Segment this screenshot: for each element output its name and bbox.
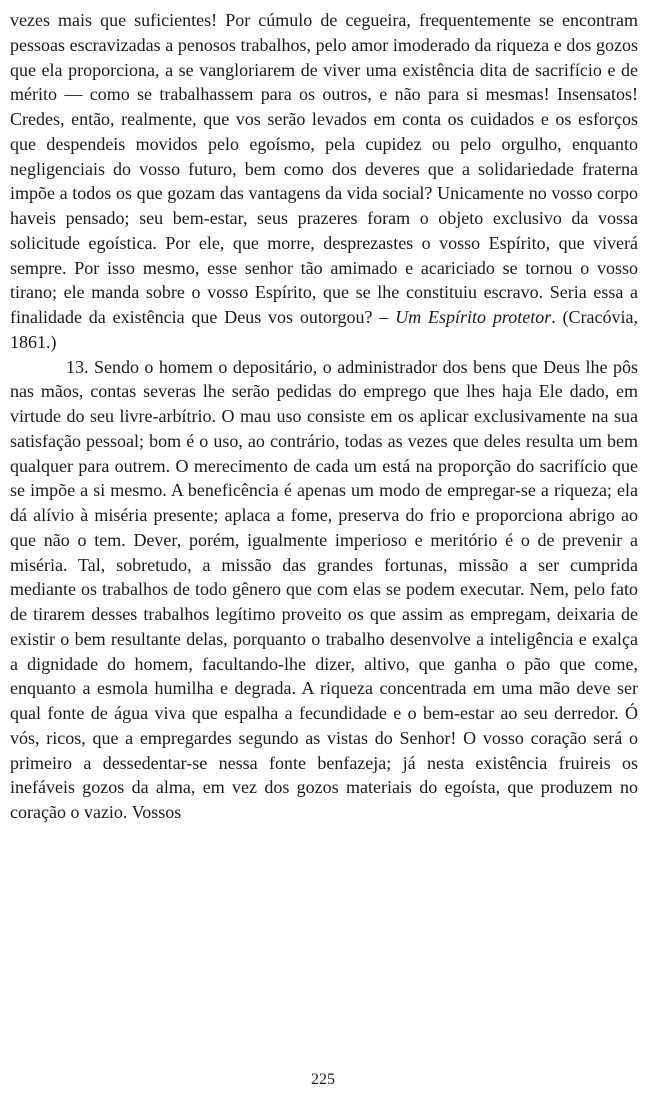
- paragraph-continuation: [10, 8, 638, 355]
- signature: Um Espírito protetor: [395, 307, 552, 327]
- paragraph-text: vezes mais que suficientes! Por cúmulo de cegueira, frequentemente se encontram pessoas escravizadas a penosos trabalhos, pelo amor imoderado da riqueza e dos gozos que ela proporciona, a se vangloriarem de viver uma existência dita de sacrifício e de mérito — como se trabalhassem para os outros, e não para si mesmas! Insensatos! Credes, então, realmente, que vos serão levados em conta os cuidados e os esforços que despendeis movidos pelo egoísmo, pela cupidez ou pelo orgulho, enquanto negligenciais do vosso futuro, bem como dos deveres que a solidariedade fraterna impõe a todos os que gozam das vantagens da vida social? Unicamente no vosso corpo haveis pensado; seu bem-estar, seus prazeres foram o objeto exclusivo da vossa solicitude egoística. Por ele, que morre, desprezastes o vosso Espírito, que viverá sempre. Por isso mesmo, esse senhor tão amimado e acariciado se tornou o vosso tirano; ele manda sobre o vosso Espírito, que se lhe constituiu escravo. Seria essa a finalidade da existência que Deus vos outorgou? –: [10, 10, 638, 327]
- page-number: 225: [311, 1071, 335, 1088]
- section-number: 13.: [66, 356, 89, 377]
- paragraph-text: Sendo o homem o depositário, o administrador dos bens que Deus lhe pôs nas mãos, contas severas lhe serão pedidas do emprego que lhes haja Ele dado, em virtude do seu livre-arbítrio. O mau uso consiste em os aplicar exclusivamente na sua satisfação pessoal; bom é o uso, ao contrário, todas as vezes que deles resulta um bem qualquer para outrem. O merecimento de cada um está na proporção do sacrifício que se impõe a si mesmo. A beneficência é apenas um modo de empregar-se a riqueza; ela dá alívio à miséria presente; aplaca a fome, preserva do frio e proporciona abrigo ao que não o tem. Dever, porém, igualmente imperioso e meritório é o de prevenir a miséria. Tal, sobretudo, a missão das grandes fortunas, missão a ser cumprida mediante os trabalhos de todo gênero que com elas se podem executar. Nem, pelo fato de tirarem desses trabalhos legítimo proveito os que assim as empregam, deixaria de existir o bem resultante delas, porquanto o trabalho desenvolve a inteligência e exalça a dignidade do homem, facultando-lhe dizer, altivo, que ganha o pão que come, enquanto a esmola humilha e degrada. A riqueza concentrada em uma mão deve ser qual fonte de água viva que espalha a fecundidade e o bem-estar ao seu derredor. Ó vós, ricos, que a empregardes segundo as vistas do Senhor! O vosso coração será o primeiro a dessedentar-se nessa fonte benfazeja; já nesta existência fruireis os inefáveis gozos da alma, em vez dos gozos materiais do egoísta, que produzem no coração o vazio. Vossos: [10, 356, 638, 822]
- paragraph-13: [10, 355, 638, 825]
- page-body: [10, 8, 638, 825]
- signature-location-date: . (Cracóvia, 1861.): [10, 307, 638, 352]
